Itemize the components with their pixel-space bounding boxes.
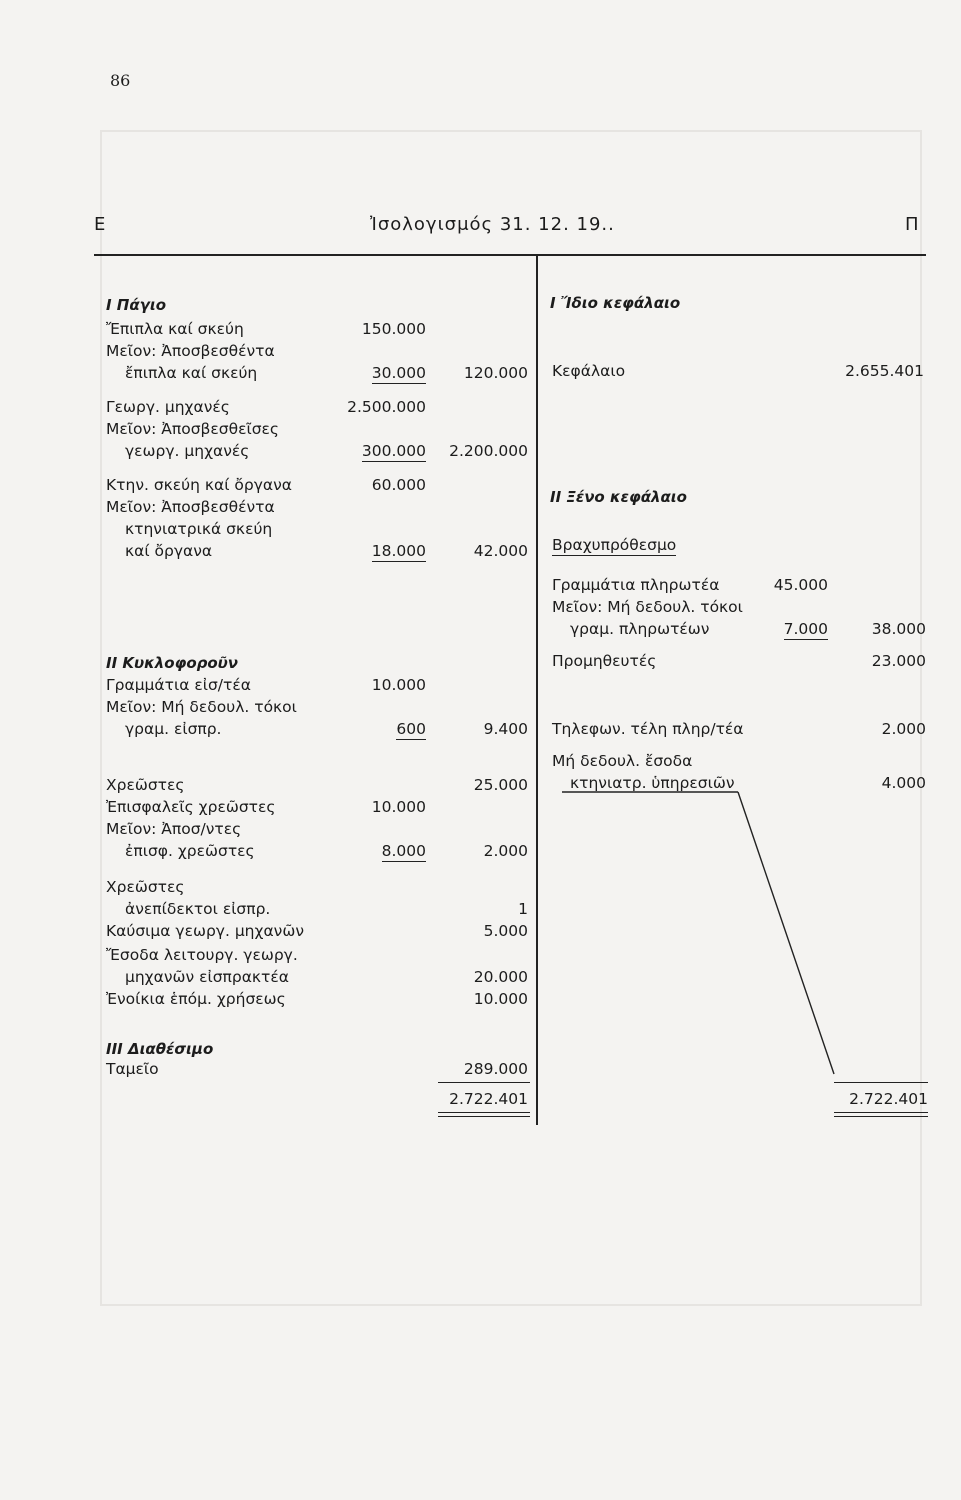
doubtful-gross: 10.000	[371, 798, 426, 816]
vet-less-label: Μεῖον: Ἀποσβεσθέντα	[106, 498, 275, 516]
deferred-label-2: κτηνιατρ. ὑπηρεσιῶν	[570, 774, 735, 792]
cash-label: Ταμεῖο	[106, 1060, 159, 1078]
short-term-label	[552, 536, 676, 554]
capital-label: Κεφάλαιο	[552, 362, 626, 380]
left-total-double-rule-2	[438, 1116, 530, 1117]
notes-receivable-label: Γραμμάτια εἰσ/τέα	[106, 676, 251, 694]
notes-payable-label: Γραμμάτια πληρωτέα	[552, 576, 720, 594]
bleed-through-border	[100, 1304, 922, 1306]
notes-payable-net: 38.000	[871, 620, 926, 638]
deferred-label-1: Μή δεδουλ. ἔσοδα	[552, 752, 693, 770]
notes-receivable-interest-value: 600	[396, 720, 426, 738]
uncollectible-net: 1	[518, 900, 528, 918]
section-heading-cash: ΙΙΙ Διαθέσιμο	[106, 1040, 214, 1058]
vet-net: 42.000	[473, 542, 528, 560]
machinery-depr-label: γεωργ. μηχανές	[125, 442, 250, 460]
doubtful-provision	[330, 842, 426, 860]
doubtful-label: Ἐπισφαλεῖς χρεῶστες	[106, 798, 276, 816]
vet-depr-value: 18.000	[371, 542, 426, 560]
phone-label: Τηλεφων. τέλη πληρ/τέα	[552, 720, 744, 738]
closing-diagonal	[560, 790, 860, 1090]
doubtful-provision-value: 8.000	[381, 842, 426, 860]
machinery-depr	[320, 442, 426, 460]
furniture-gross: 150.000	[361, 320, 426, 338]
bleed-through-border	[920, 130, 922, 1306]
bleed-through-border	[100, 130, 102, 1306]
doubtful-net: 2.000	[483, 842, 528, 860]
income-net: 20.000	[473, 968, 528, 986]
bleed-through-border	[100, 130, 922, 132]
doubtful-provision-label: ἐπισφ. χρεῶστες	[125, 842, 255, 860]
suppliers-value: 23.000	[871, 652, 926, 670]
debtors-net: 25.000	[473, 776, 528, 794]
furniture-label: Ἔπιπλα καί σκεύη	[106, 320, 244, 338]
notes-payable-interest-label: γραμ. πληρωτέων	[570, 620, 710, 638]
vet-depr-label-2: καί ὄργανα	[125, 542, 213, 560]
furniture-net: 120.000	[463, 364, 528, 382]
vet-depr-label-1: κτηνιατρικά σκεύη	[125, 520, 273, 538]
left-total-rule	[438, 1082, 530, 1083]
phone-value: 2.000	[881, 720, 926, 738]
furniture-less-label: Μεῖον: Ἀποσβεσθέντα	[106, 342, 275, 360]
doubtful-less-label: Μεῖον: Ἀποσ/ντες	[106, 820, 242, 838]
section-heading-liabilities: ΙΙ Ξένο κεφάλαιο	[550, 488, 687, 506]
rent-net: 10.000	[473, 990, 528, 1008]
short-term-label-text: Βραχυπρόθεσμο	[552, 536, 677, 554]
notes-payable-gross: 45.000	[773, 576, 828, 594]
header-rule	[94, 254, 926, 256]
capital-value: 2.655.401	[845, 362, 924, 380]
left-total: 2.722.401	[449, 1090, 528, 1108]
debtors-label: Χρεῶστες	[106, 776, 185, 794]
debit-side-letter: Ε	[94, 214, 106, 235]
notes-payable-less-label: Μεῖον: Μή δεδουλ. τόκοι	[552, 598, 743, 616]
machinery-less-label: Μεῖον: Ἀποσβεσθεῖσες	[106, 420, 280, 438]
furniture-depr	[330, 364, 426, 382]
cash-net: 289.000	[463, 1060, 528, 1078]
machinery-depr-value: 300.000	[361, 442, 426, 460]
furniture-depr-value: 30.000	[371, 364, 426, 382]
notes-receivable-less-label: Μεῖον: Μή δεδουλ. τόκοι	[106, 698, 297, 716]
uncollectible-label-2: ἀνεπίδεκτοι εἰσπρ.	[125, 900, 271, 918]
income-label-1: Ἔσοδα λειτουργ. γεωργ.	[106, 946, 298, 964]
suppliers-label: Προμηθευτές	[552, 652, 657, 670]
vet-depr	[330, 542, 426, 560]
machinery-net: 2.200.000	[449, 442, 528, 460]
section-heading-fixed-assets: Ι Πάγιο	[106, 296, 167, 314]
fuel-label: Καύσιμα γεωργ. μηχανῶν	[106, 922, 304, 940]
notes-receivable-interest	[330, 720, 426, 738]
page-number: 86	[110, 71, 131, 90]
notes-payable-interest	[740, 620, 828, 638]
furniture-depr-label: ἔπιπλα καί σκεύη	[125, 364, 258, 382]
center-divider	[536, 255, 538, 1125]
right-total-rule	[834, 1082, 928, 1083]
credit-side-letter: Π	[905, 214, 919, 235]
section-heading-equity: Ι Ἴδιο κεφάλαιο	[550, 294, 681, 312]
left-total-double-rule-1	[438, 1112, 530, 1113]
page-title: Ἰσολογισμός 31. 12. 19..	[370, 214, 615, 235]
income-label-2: μηχανῶν εἰσπρακτέα	[125, 968, 289, 986]
right-total-double-rule-1	[834, 1112, 928, 1113]
notes-receivable-interest-label: γραμ. εἰσπρ.	[125, 720, 222, 738]
uncollectible-label-1: Χρεῶστες	[106, 878, 185, 896]
deferred-value: 4.000	[881, 774, 926, 792]
vet-label: Κτην. σκεύη καί ὄργανα	[106, 476, 292, 494]
right-total: 2.722.401	[849, 1090, 928, 1108]
right-total-double-rule-2	[834, 1116, 928, 1117]
notes-receivable-net: 9.400	[483, 720, 528, 738]
machinery-label: Γεωργ. μηχανές	[106, 398, 230, 416]
notes-payable-interest-value: 7.000	[783, 620, 828, 638]
section-heading-current-assets: ΙΙ Κυκλοφοροῦν	[106, 654, 239, 672]
machinery-gross: 2.500.000	[347, 398, 426, 416]
notes-receivable-gross: 10.000	[371, 676, 426, 694]
vet-gross: 60.000	[371, 476, 426, 494]
fuel-net: 5.000	[483, 922, 528, 940]
rent-label: Ἐνοίκια ἑπόμ. χρήσεως	[106, 990, 286, 1008]
